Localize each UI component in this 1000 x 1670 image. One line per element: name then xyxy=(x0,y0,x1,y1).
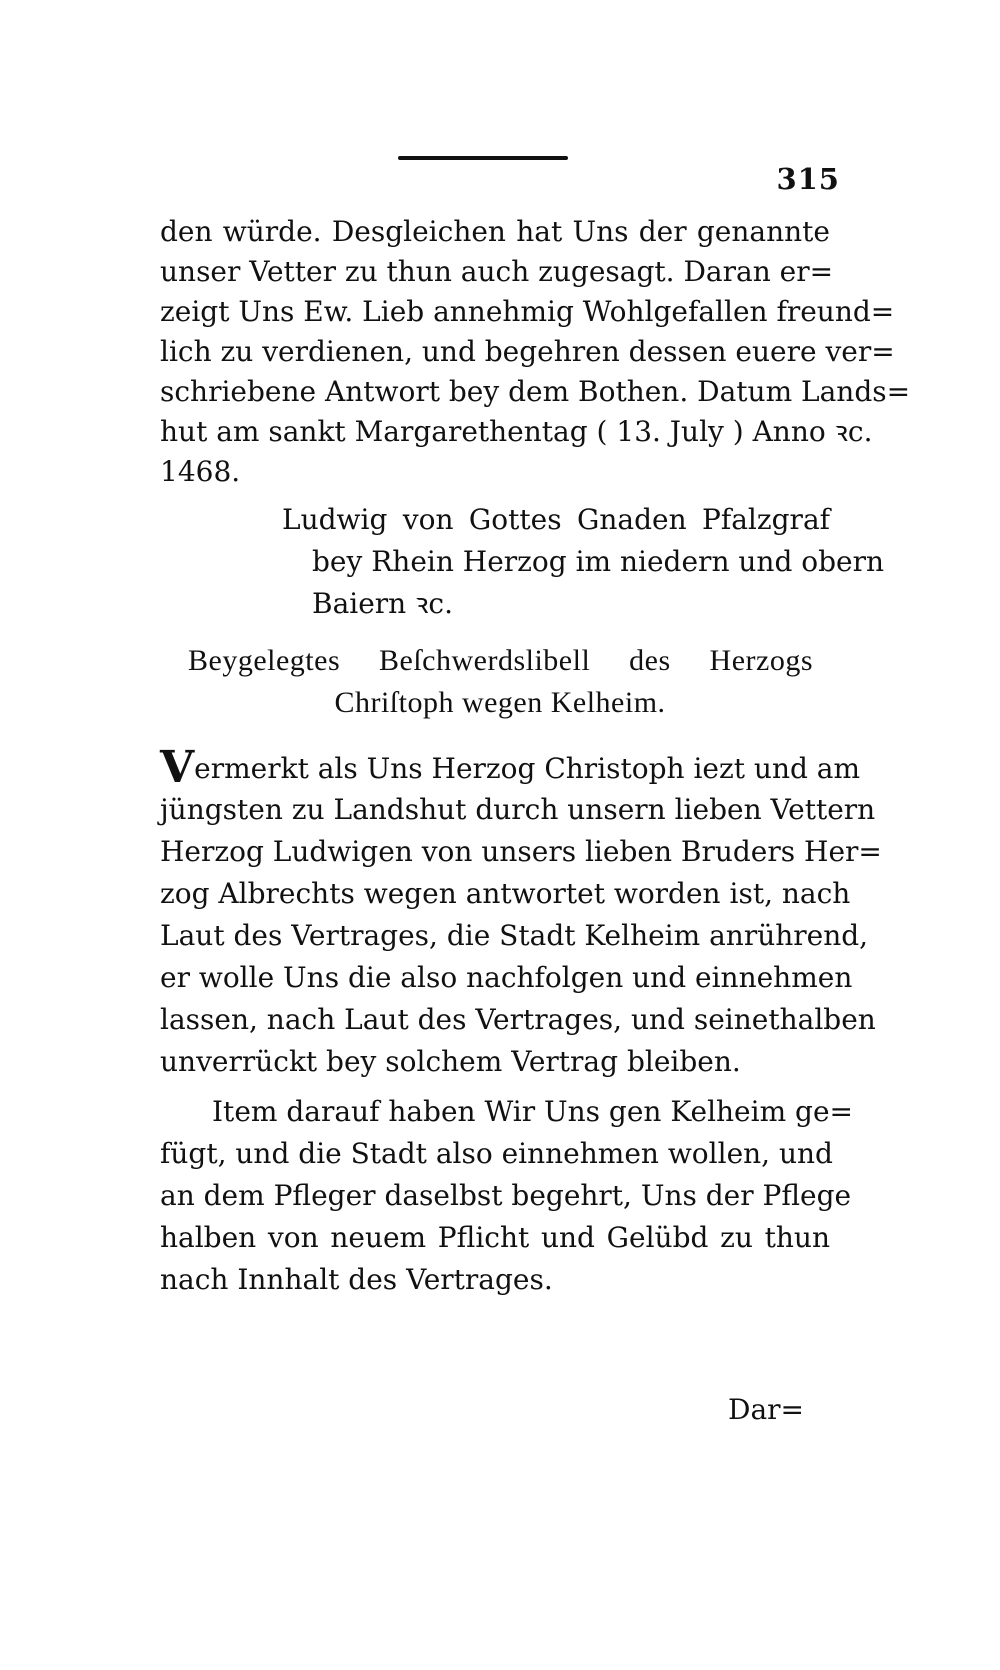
text-line: Laut des Vertrages, die Stadt Kelheim anrührend, xyxy=(160,919,869,952)
text-line: fügt, und die Stadt also einnehmen wollen, und xyxy=(160,1137,833,1170)
text-line: hut am sankt Margarethentag ( 13. July ) Anno ꝛc. xyxy=(160,415,873,448)
text-line: zog Albrechts wegen antwortet worden ist, nach xyxy=(160,877,851,910)
text-line: Herzog Ludwigen von unsers lieben Bruders Her= xyxy=(160,835,882,868)
text-line: nach Innhalt des Vertrages. xyxy=(160,1263,553,1296)
text-line: er wolle Uns die also nachfolgen und einnehmen xyxy=(160,961,853,994)
signature-line: Baiern ꝛc. xyxy=(312,587,453,620)
catchword: Dar= xyxy=(728,1393,804,1426)
text-line: den würde. Desgleichen hat Uns der genannte xyxy=(160,215,830,248)
signature-line: bey Rhein Herzog im niedern und obern xyxy=(312,545,885,578)
header-rule xyxy=(398,156,568,160)
initial-letter: V xyxy=(160,742,195,793)
text-line: an dem Pfleger daselbst begehrt, Uns der Pflege xyxy=(160,1179,852,1212)
page-number: 315 xyxy=(776,162,840,196)
text-line-first xyxy=(160,742,861,793)
text-line: Item darauf haben Wir Uns gen Kelheim ge= xyxy=(212,1095,853,1128)
heading-line: Chriſtoph wegen Kelheim. xyxy=(334,686,666,719)
first-line-text: ermerkt als Uns Herzog Christoph iezt und am xyxy=(194,752,861,785)
text-line: halben von neuem Pflicht und Gelübd zu thun xyxy=(160,1221,830,1254)
text-line: zeigt Uns Ew. Lieb annehmig Wohlgefallen freund= xyxy=(160,295,895,328)
text-line: lassen, nach Laut des Vertrages, und seinethalben xyxy=(160,1003,876,1036)
text-line: schriebene Antwort bey dem Bothen. Datum Lands= xyxy=(160,375,911,408)
signature-line: Ludwig von Gottes Gnaden Pfalzgraf xyxy=(282,503,830,536)
text-line: unverrückt bey solchem Vertrag bleiben. xyxy=(160,1045,741,1078)
heading-line: Beygelegtes Beſchwerdslibell des Herzogs xyxy=(188,644,813,677)
text-line: 1468. xyxy=(160,455,241,488)
text-line: jüngsten zu Landshut durch unsern lieben Vettern xyxy=(160,793,876,826)
text-line: unser Vetter zu thun auch zugesagt. Daran er= xyxy=(160,255,834,288)
text-line: lich zu verdienen, und begehren dessen euere ver= xyxy=(160,335,895,368)
